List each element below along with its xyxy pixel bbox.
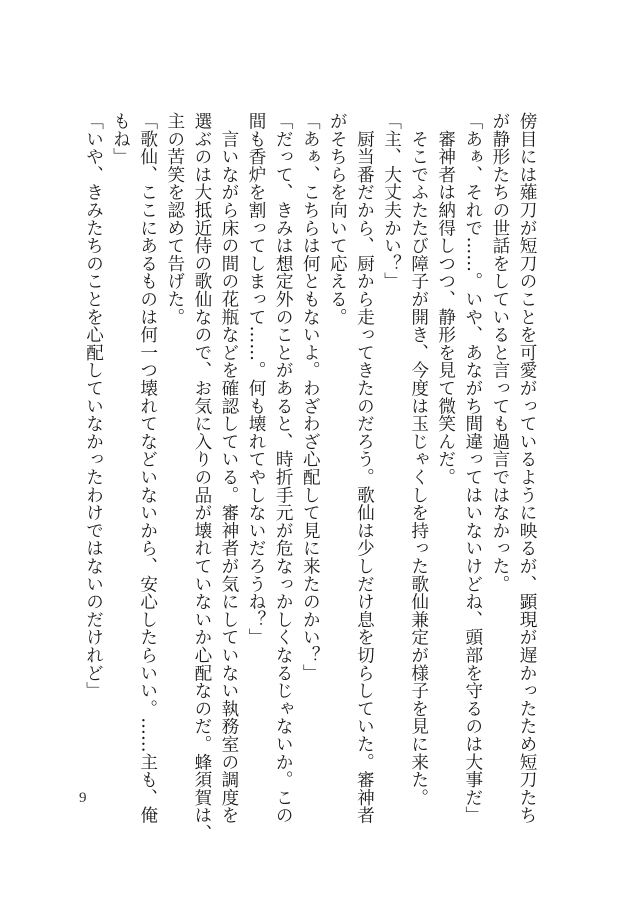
- text-line: 間も香炉を割ってしまって……。何も壊れてやしないだろうね？」: [246, 112, 267, 646]
- text-line: 「だって、きみは想定外のことがあると、時折手元が危なっかしくなるじゃないか。この: [273, 112, 294, 824]
- text-line: 「あぁ、こちらは何ともないよ。わざわざ心配して見に来たのかい？」: [300, 112, 321, 682]
- text-line: 言いながら床の間の花瓶などを確認している。審神者が気にしていない執務室の調度を: [218, 112, 239, 824]
- text-line: 選ぶのは大抵近侍の歌仙なので、お気に入りの品が壊れていないか心配なのだ。蜂須賀は、: [191, 112, 212, 842]
- vertical-text-body: [79, 112, 540, 842]
- text-line: 「あぁ、それで……。いや、あながち間違ってはいないけどね、頭部を守るのは大事だ」: [462, 112, 483, 824]
- text-line: 傍目には薙刀が短刀のことを可愛がっているように映るが、顕現が遅かったため短刀たち: [517, 112, 537, 824]
- page-number: 9: [79, 790, 87, 806]
- text-line: 主の苦笑を認めて告げた。: [164, 112, 185, 326]
- text-line: 審神者は納得しつつ、静形を見て微笑んだ。: [435, 112, 456, 486]
- text-line: もね」: [110, 112, 131, 166]
- text-line: 「いや、きみたちのことを心配していなかったわけではないのだけれど」: [83, 112, 104, 700]
- text-line: 「歌仙、ここにあるものは何一つ壊れてなどいないから、安心したらいい。……主も、俺: [137, 112, 158, 824]
- text-line: そこでふたたび障子が開き、今度は玉じゃくしを持った歌仙兼定が様子を見に来た。: [408, 112, 429, 807]
- text-line: が静形たちの世話をしていると言っても過言ではなかった。: [489, 112, 510, 593]
- text-line: 厨当番だから、厨から走ってきたのだろう。歌仙は少しだけ息を切らしていた。審神者: [354, 112, 375, 824]
- text-line: 「主、大丈夫かい？」: [381, 112, 402, 290]
- text-line: がそちらを向いて応える。: [327, 112, 348, 326]
